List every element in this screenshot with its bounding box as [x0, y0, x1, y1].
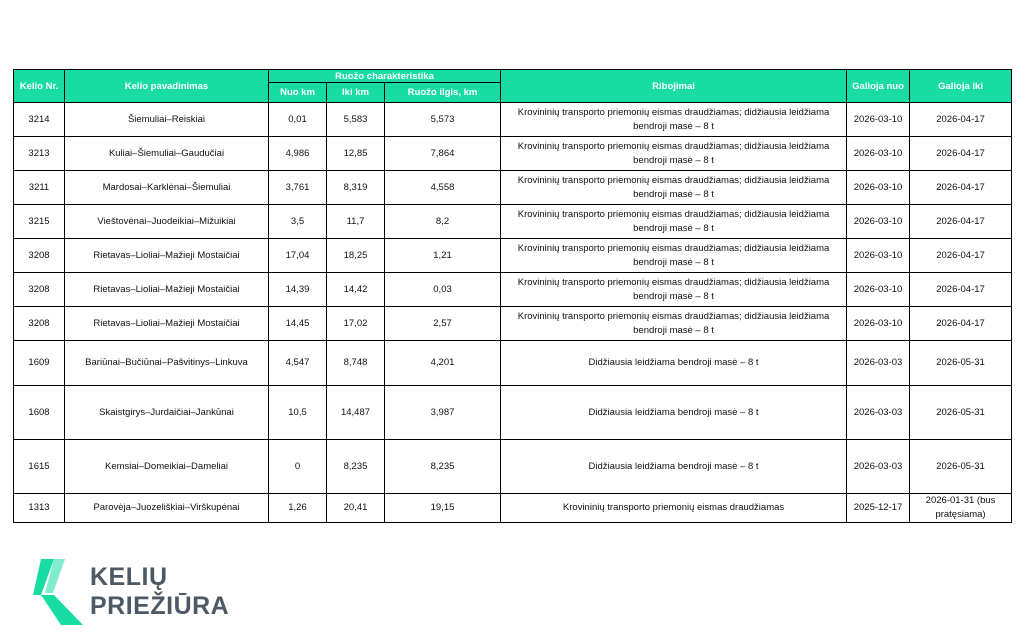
logo-text — [90, 563, 229, 621]
cell-valid-to: 2026-04-17 — [910, 307, 1012, 341]
header-road-name: Kelio pavadinimas — [65, 70, 269, 103]
cell-from-km: 0,01 — [269, 103, 327, 137]
logo-line-1: KELIŲ — [90, 563, 168, 591]
logo-line-2: PRIEŽIŪRA — [90, 592, 230, 620]
cell-restrictions: Krovininių transporto priemonių eismas draudžiamas; didžiausia leidžiama bendroji masė – 8 t — [501, 137, 847, 171]
cell-valid-to: 2026-05-31 — [910, 341, 1012, 386]
table-row — [14, 386, 1012, 440]
cell-restrictions: Didžiausia leidžiama bendroji masė – 8 t — [501, 386, 847, 440]
cell-road-no: 3211 — [14, 171, 65, 205]
cell-restrictions: Krovininių transporto priemonių eismas draudžiamas; didžiausia leidžiama bendroji masė – 8 t — [501, 307, 847, 341]
table-row — [14, 205, 1012, 239]
cell-length-km: 7,864 — [385, 137, 501, 171]
header-length-km: Ruožo ilgis, km — [385, 83, 501, 103]
cell-from-km: 14,39 — [269, 273, 327, 307]
cell-restrictions: Didžiausia leidžiama bendroji masė – 8 t — [501, 341, 847, 386]
cell-valid-from: 2026-03-10 — [847, 103, 910, 137]
cell-to-km: 8,748 — [327, 341, 385, 386]
cell-to-km: 5,583 — [327, 103, 385, 137]
cell-restrictions: Krovininių transporto priemonių eismas draudžiamas; didžiausia leidžiama bendroji masė – 8 t — [501, 103, 847, 137]
cell-from-km: 4,547 — [269, 341, 327, 386]
cell-valid-from: 2026-03-10 — [847, 273, 910, 307]
keliu-prieziura-logo — [33, 559, 243, 627]
cell-road-no: 3215 — [14, 205, 65, 239]
cell-road-name: Mardosai–Karklėnai–Šiemuliai — [65, 171, 269, 205]
cell-valid-from: 2026-03-03 — [847, 386, 910, 440]
cell-valid-to: 2026-04-17 — [910, 171, 1012, 205]
cell-valid-to: 2026-04-17 — [910, 205, 1012, 239]
cell-valid-to: 2026-04-17 — [910, 273, 1012, 307]
cell-to-km: 20,41 — [327, 494, 385, 523]
cell-restrictions: Krovininių transporto priemonių eismas draudžiamas; didžiausia leidžiama bendroji masė – 8 t — [501, 273, 847, 307]
cell-road-no: 3213 — [14, 137, 65, 171]
table-row — [14, 239, 1012, 273]
logo-mark-icon — [33, 559, 83, 625]
table-row — [14, 137, 1012, 171]
cell-length-km: 4,201 — [385, 341, 501, 386]
cell-restrictions: Krovininių transporto priemonių eismas draudžiamas — [501, 494, 847, 523]
cell-valid-from: 2026-03-10 — [847, 205, 910, 239]
cell-length-km: 0,03 — [385, 273, 501, 307]
cell-valid-to: 2026-01-31 (bus pratęsiama) — [910, 494, 1012, 523]
cell-restrictions: Didžiausia leidžiama bendroji masė – 8 t — [501, 440, 847, 494]
cell-road-name: Rietavas–Lioliai–Mažieji Mostaičiai — [65, 307, 269, 341]
cell-length-km: 1,21 — [385, 239, 501, 273]
cell-road-no: 3208 — [14, 273, 65, 307]
cell-to-km: 8,319 — [327, 171, 385, 205]
cell-road-name: Rietavas–Lioliai–Mažieji Mostaičiai — [65, 273, 269, 307]
header-valid-from: Galioja nuo — [847, 70, 910, 103]
cell-valid-from: 2026-03-10 — [847, 171, 910, 205]
cell-valid-to: 2026-04-17 — [910, 137, 1012, 171]
cell-from-km: 1,26 — [269, 494, 327, 523]
cell-valid-from: 2026-03-03 — [847, 341, 910, 386]
cell-length-km: 4,558 — [385, 171, 501, 205]
header-valid-to: Galioja iki — [910, 70, 1012, 103]
cell-from-km: 3,761 — [269, 171, 327, 205]
table-row — [14, 307, 1012, 341]
table-row — [14, 341, 1012, 386]
cell-length-km: 8,235 — [385, 440, 501, 494]
cell-road-name: Rietavas–Lioliai–Mažieji Mostaičiai — [65, 239, 269, 273]
cell-valid-to: 2026-05-31 — [910, 440, 1012, 494]
cell-to-km: 11,7 — [327, 205, 385, 239]
cell-road-no: 3208 — [14, 307, 65, 341]
cell-road-no: 1609 — [14, 341, 65, 386]
table-body — [14, 103, 1012, 523]
cell-road-no: 1608 — [14, 386, 65, 440]
cell-valid-from: 2025-12-17 — [847, 494, 910, 523]
cell-road-name: Kemsiai–Domeikiai–Dameliai — [65, 440, 269, 494]
header-from-km: Nuo km — [269, 83, 327, 103]
cell-length-km: 8,2 — [385, 205, 501, 239]
cell-valid-to: 2026-05-31 — [910, 386, 1012, 440]
cell-road-name: Kuliai–Šiemuliai–Gaudučiai — [65, 137, 269, 171]
cell-road-name: Skaistgirys–Jurdaičiai–Jankūnai — [65, 386, 269, 440]
cell-road-name: Vieštovėnai–Juodeikiai–Mižuikiai — [65, 205, 269, 239]
cell-valid-from: 2026-03-10 — [847, 239, 910, 273]
cell-from-km: 4,986 — [269, 137, 327, 171]
header-restrictions: Ribojimai — [501, 70, 847, 103]
cell-to-km: 14,487 — [327, 386, 385, 440]
cell-from-km: 17,04 — [269, 239, 327, 273]
cell-to-km: 17,02 — [327, 307, 385, 341]
cell-length-km: 2,57 — [385, 307, 501, 341]
cell-road-no: 1615 — [14, 440, 65, 494]
cell-length-km: 5,573 — [385, 103, 501, 137]
header-section: Ruožo charakteristika — [269, 70, 501, 83]
cell-road-no: 3214 — [14, 103, 65, 137]
cell-from-km: 14,45 — [269, 307, 327, 341]
road-restrictions-table — [13, 69, 1012, 523]
cell-from-km: 0 — [269, 440, 327, 494]
cell-restrictions: Krovininių transporto priemonių eismas draudžiamas; didžiausia leidžiama bendroji masė – 8 t — [501, 205, 847, 239]
cell-restrictions: Krovininių transporto priemonių eismas draudžiamas; didžiausia leidžiama bendroji masė – 8 t — [501, 239, 847, 273]
cell-road-name: Šiemuliai–Reiskiai — [65, 103, 269, 137]
cell-valid-from: 2026-03-03 — [847, 440, 910, 494]
cell-restrictions: Krovininių transporto priemonių eismas draudžiamas; didžiausia leidžiama bendroji masė – 8 t — [501, 171, 847, 205]
cell-from-km: 3,5 — [269, 205, 327, 239]
cell-to-km: 8,235 — [327, 440, 385, 494]
table-row — [14, 440, 1012, 494]
table-row — [14, 103, 1012, 137]
cell-road-name: Bariūnai–Bučiūnai–Pašvitinys–Linkuva — [65, 341, 269, 386]
cell-length-km: 3,987 — [385, 386, 501, 440]
header-road-no: Kelio Nr. — [14, 70, 65, 103]
table-row — [14, 494, 1012, 523]
table-row — [14, 273, 1012, 307]
cell-valid-to: 2026-04-17 — [910, 103, 1012, 137]
cell-to-km: 18,25 — [327, 239, 385, 273]
table-row — [14, 171, 1012, 205]
cell-to-km: 12,85 — [327, 137, 385, 171]
cell-from-km: 10,5 — [269, 386, 327, 440]
cell-road-no: 1313 — [14, 494, 65, 523]
cell-length-km: 19,15 — [385, 494, 501, 523]
cell-road-no: 3208 — [14, 239, 65, 273]
cell-to-km: 14,42 — [327, 273, 385, 307]
cell-road-name: Parovėja–Juozeliškiai–Virškupėnai — [65, 494, 269, 523]
header-to-km: Iki km — [327, 83, 385, 103]
cell-valid-to: 2026-04-17 — [910, 239, 1012, 273]
cell-valid-from: 2026-03-10 — [847, 307, 910, 341]
cell-valid-from: 2026-03-10 — [847, 137, 910, 171]
